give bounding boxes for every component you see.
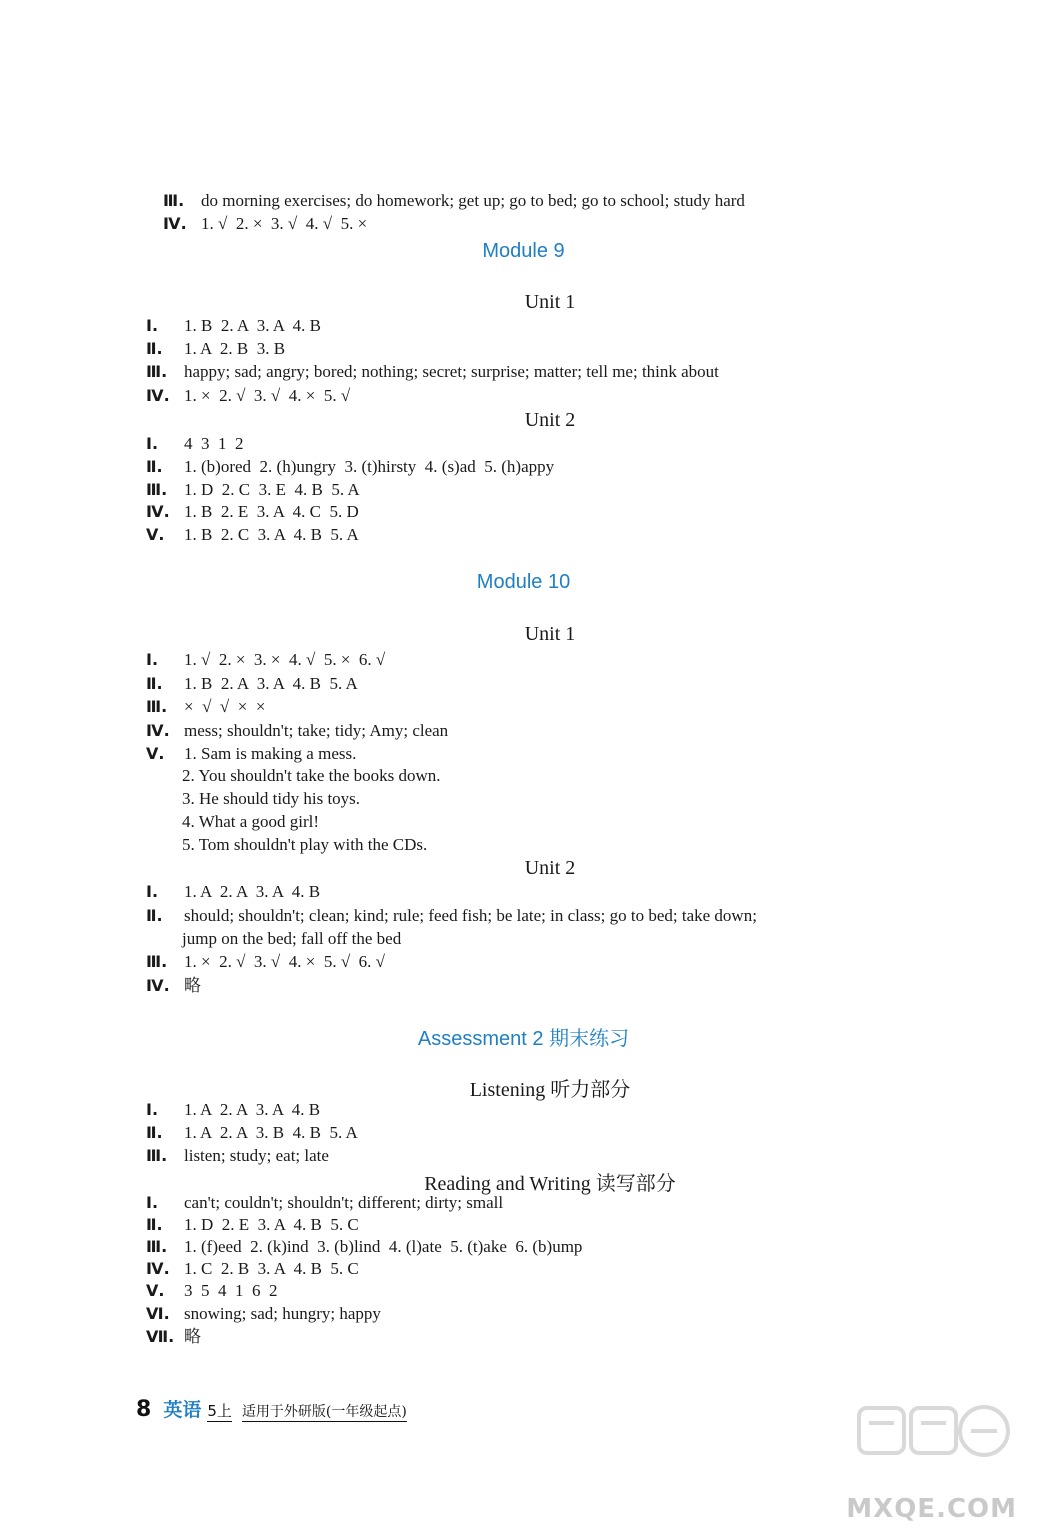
item-number: Ⅲ.	[146, 697, 168, 716]
subject-label: 英语	[163, 1399, 202, 1421]
answer-line	[146, 696, 966, 718]
answer-line-continued: 4. What a good girl!	[182, 812, 320, 831]
grade-label: 5上	[207, 1402, 232, 1420]
answer-line	[146, 338, 966, 360]
answer-line	[146, 1099, 966, 1121]
edition-label: 适用于外研版(一年级起点)	[242, 1401, 407, 1422]
answer-line-continued: 5. Tom shouldn't play with the CDs.	[182, 835, 428, 854]
item-number: Ⅴ.	[146, 744, 165, 763]
answer-line	[146, 456, 966, 478]
answer-line	[146, 881, 966, 903]
answer-line	[146, 1122, 966, 1144]
item-number: Ⅱ.	[146, 1123, 163, 1142]
item-number: Ⅴ.	[146, 525, 165, 544]
item-number: Ⅲ.	[146, 480, 168, 499]
item-number: Ⅲ.	[146, 1237, 168, 1256]
answer-text: 1. D 2. E 3. A 4. B 5. C	[184, 1215, 359, 1234]
item-number: Ⅳ.	[146, 721, 170, 740]
answer-text: 3 5 4 1 6 2	[184, 1281, 278, 1300]
answer-line	[146, 951, 966, 973]
answer-text: 1. B 2. A 3. A 4. B	[184, 316, 321, 335]
answer-line	[146, 1145, 966, 1167]
answer-line-continued: 3. He should tidy his toys.	[182, 789, 361, 808]
item-number: Ⅲ.	[163, 191, 185, 210]
answer-line	[146, 1326, 966, 1348]
answer-line	[146, 315, 966, 337]
answer-text: 1. × 2. √ 3. √ 4. × 5. √ 6. √	[184, 952, 385, 971]
answer-line	[146, 433, 966, 455]
answer-line	[146, 975, 966, 997]
item-number: Ⅴ.	[146, 1281, 165, 1300]
module-heading: Assessment 2 期末练习	[417, 1028, 630, 1050]
item-number: Ⅱ.	[146, 1215, 163, 1234]
page-footer	[136, 1396, 407, 1422]
answer-line	[146, 649, 966, 671]
item-number: Ⅱ.	[146, 674, 163, 693]
answer-line	[146, 673, 966, 695]
answer-text: 1. √ 2. × 3. √ 4. √ 5. ×	[201, 214, 368, 233]
watermark-text: MXQE.COM	[846, 1494, 1017, 1524]
section-heading: Listening 听力部分	[469, 1079, 631, 1101]
answer-line	[146, 361, 966, 383]
item-number: Ⅳ.	[146, 386, 170, 405]
answer-text: 1. D 2. C 3. E 4. B 5. A	[184, 480, 360, 499]
unit-heading: Unit 2	[524, 857, 576, 879]
item-number: Ⅰ.	[146, 1100, 159, 1119]
answer-line-continued: 2. You shouldn't take the books down.	[182, 766, 441, 785]
answer-text: can't; couldn't; shouldn't; different; dirty; small	[184, 1193, 504, 1212]
answer-text: 1. B 2. C 3. A 4. B 5. A	[184, 525, 359, 544]
answer-text: 1. A 2. B 3. B	[184, 339, 286, 358]
answer-text: 1. B 2. A 3. A 4. B 5. A	[184, 674, 358, 693]
item-number: Ⅲ.	[146, 952, 168, 971]
answer-text: 1. Sam is making a mess.	[184, 744, 357, 763]
item-number: Ⅳ.	[146, 1259, 170, 1278]
answer-text: 1. × 2. √ 3. √ 4. × 5. √	[184, 386, 351, 405]
item-number: Ⅳ.	[146, 502, 170, 521]
unit-heading: Unit 2	[524, 409, 576, 431]
answer-line	[146, 1258, 966, 1280]
answer-line	[146, 479, 966, 501]
answer-line	[146, 1303, 966, 1325]
answer-text: 1. A 2. A 3. B 4. B 5. A	[184, 1123, 358, 1142]
answer-line	[146, 1192, 966, 1214]
answer-line	[146, 524, 966, 546]
answer-text: 4 3 1 2	[184, 434, 244, 453]
answer-text: 1. C 2. B 3. A 4. B 5. C	[184, 1259, 359, 1278]
unit-heading: Unit 1	[524, 291, 576, 313]
answer-text: should; shouldn't; clean; kind; rule; feed fish; be late; in class; go to bed; take down;	[184, 906, 757, 925]
item-number: Ⅵ.	[146, 1304, 170, 1323]
answer-line	[146, 743, 966, 765]
item-number: Ⅲ.	[146, 1146, 168, 1165]
unit-heading: Unit 1	[524, 623, 576, 645]
answer-text: 1. B 2. E 3. A 4. C 5. D	[184, 502, 359, 521]
answer-text: 1. (f)eed 2. (k)ind 3. (b)lind 4. (l)ate 5. (t)ake 6. (b)ump	[184, 1237, 583, 1256]
item-number: Ⅲ.	[146, 362, 168, 381]
answer-line	[146, 1214, 966, 1236]
answer-line	[146, 1236, 966, 1258]
item-number: Ⅳ.	[163, 214, 187, 233]
answer-text: 1. √ 2. × 3. × 4. √ 5. × 6. √	[184, 650, 386, 669]
answer-text: 1. A 2. A 3. A 4. B	[184, 1100, 321, 1119]
item-number: Ⅳ.	[146, 976, 170, 995]
answer-line	[146, 905, 966, 927]
answer-text: happy; sad; angry; bored; nothing; secret; surprise; matter; tell me; think about	[184, 362, 719, 381]
answer-text: snowing; sad; hungry; happy	[184, 1304, 381, 1323]
module-heading: Module 10	[476, 571, 571, 593]
answer-text: mess; shouldn't; take; tidy; Amy; clean	[184, 721, 449, 740]
answer-text: 略	[184, 1327, 201, 1346]
answer-line	[146, 1280, 966, 1302]
item-number: Ⅰ.	[146, 882, 159, 901]
item-number: Ⅰ.	[146, 1193, 159, 1212]
answer-text: 略	[184, 976, 201, 995]
answer-text: do morning exercises; do homework; get up; go to bed; go to school; study hard	[201, 191, 745, 210]
page-number: 8	[136, 1397, 152, 1422]
answer-line	[146, 720, 966, 742]
answer-line	[146, 385, 966, 407]
item-number: Ⅱ.	[146, 339, 163, 358]
item-number: Ⅱ.	[146, 906, 163, 925]
module-heading: Module 9	[482, 240, 565, 262]
item-number: Ⅶ.	[146, 1327, 175, 1346]
answer-line	[146, 501, 966, 523]
answer-line-continued: jump on the bed; fall off the bed	[182, 929, 402, 948]
item-number: Ⅰ.	[146, 316, 159, 335]
answer-text: listen; study; eat; late	[184, 1146, 329, 1165]
answer-text: × √ √ × ×	[184, 697, 266, 716]
section-heading: Reading and Writing 读写部分	[424, 1173, 676, 1195]
item-number: Ⅰ.	[146, 434, 159, 453]
item-number: Ⅰ.	[146, 650, 159, 669]
answer-text: 1. (b)ored 2. (h)ungry 3. (t)hirsty 4. (s)ad 5. (h)appy	[184, 457, 555, 476]
item-number: Ⅱ.	[146, 457, 163, 476]
answer-text: 1. A 2. A 3. A 4. B	[184, 882, 321, 901]
